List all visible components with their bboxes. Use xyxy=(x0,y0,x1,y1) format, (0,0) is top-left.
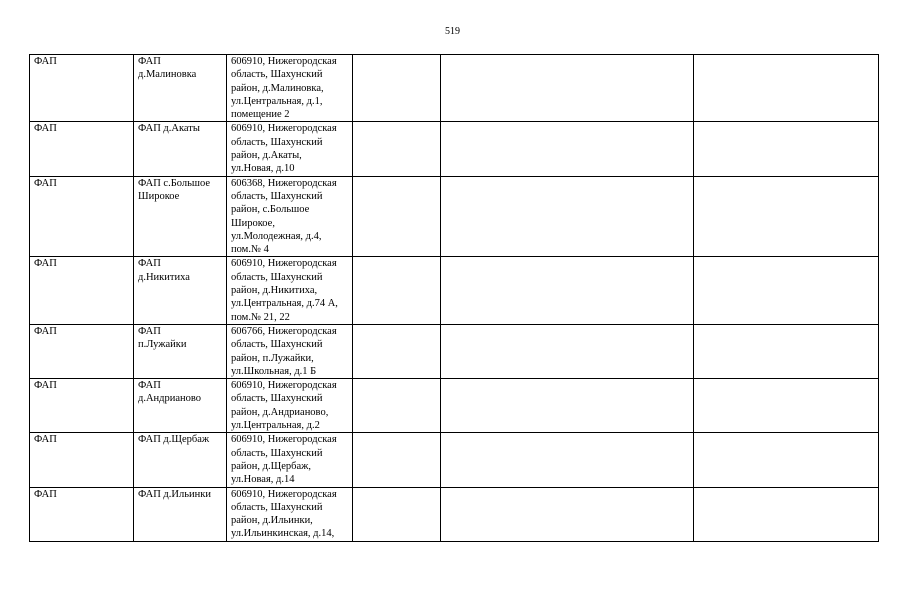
empty-cell-2 xyxy=(441,55,694,122)
empty-cell-2 xyxy=(441,176,694,257)
facility-name-line: д.Малиновка xyxy=(138,69,197,81)
empty-cell-1 xyxy=(353,324,441,378)
facility-address-line: область, Шахунский xyxy=(231,501,323,513)
facility-address-line: район, д.Ильинки, xyxy=(231,515,313,527)
facilities-table xyxy=(29,54,879,542)
facility-address-line: помещение 2 xyxy=(231,109,290,121)
table-row xyxy=(30,176,879,257)
facility-name-line: ФАП д.Акаты xyxy=(138,123,200,135)
empty-cell-3 xyxy=(694,487,879,541)
empty-cell-1 xyxy=(353,257,441,324)
facility-address-line: область, Шахунский xyxy=(231,393,323,405)
facility-address-cell xyxy=(227,324,353,378)
facility-address-line: ул.Школьная, д.1 Б xyxy=(231,365,317,377)
facility-address-line: 606910, Нижегородская xyxy=(231,380,337,392)
empty-cell-1 xyxy=(353,55,441,122)
facility-address-line: 606766, Нижегородская xyxy=(231,325,337,337)
facility-type-cell: ФАП xyxy=(30,122,134,176)
empty-cell-3 xyxy=(694,379,879,433)
facility-address-line: район, д.Никитиха, xyxy=(231,285,318,297)
facility-address-line: ул.Центральная, д.2 xyxy=(231,420,320,432)
facility-type-cell: ФАП xyxy=(30,379,134,433)
facility-name-line: д.Никитиха xyxy=(138,271,190,283)
facility-address-cell xyxy=(227,176,353,257)
facility-type-cell: ФАП xyxy=(30,433,134,487)
empty-cell-1 xyxy=(353,433,441,487)
facility-address-line: район, д.Щербаж, xyxy=(231,460,312,472)
facility-name-cell xyxy=(134,257,227,324)
facility-name-line: ФАП xyxy=(138,380,161,392)
facility-address-line: ул.Центральная, д.74 А, xyxy=(231,298,338,310)
empty-cell-2 xyxy=(441,324,694,378)
table-row xyxy=(30,122,879,176)
facility-address-cell xyxy=(227,257,353,324)
facility-address-line: ул.Центральная, д.1, xyxy=(231,95,323,107)
facility-name-cell xyxy=(134,487,227,541)
facility-name-line: Широкое xyxy=(138,190,180,202)
empty-cell-2 xyxy=(441,433,694,487)
empty-cell-3 xyxy=(694,257,879,324)
facility-address-line: район, д.Малиновка, xyxy=(231,82,324,94)
facility-type-cell: ФАП xyxy=(30,176,134,257)
facility-address-line: ул.Ильинкинская, д.14, xyxy=(231,528,335,540)
facility-address-line: область, Шахунский xyxy=(231,339,323,351)
facility-name-line: п.Лужайки xyxy=(138,339,187,351)
facility-address-line: 606910, Нижегородская xyxy=(231,56,337,67)
facility-name-line: ФАП xyxy=(138,258,161,270)
table-row xyxy=(30,433,879,487)
facility-name-line: ФАП с.Большое xyxy=(138,177,211,189)
facility-type-cell: ФАП xyxy=(30,55,134,122)
empty-cell-3 xyxy=(694,433,879,487)
page-number: 519 xyxy=(445,26,460,37)
facility-name-cell xyxy=(134,379,227,433)
table-row xyxy=(30,257,879,324)
facility-type-cell: ФАП xyxy=(30,324,134,378)
facility-address-line: область, Шахунский xyxy=(231,69,323,81)
facility-address-line: ул.Молодежная, д.4, xyxy=(231,230,322,242)
facility-address-line: 606910, Нижегородская xyxy=(231,434,337,446)
table-row xyxy=(30,487,879,541)
facility-address-cell xyxy=(227,122,353,176)
facility-address-line: 606368, Нижегородская xyxy=(231,177,337,189)
facility-address-line: район, п.Лужайки, xyxy=(231,352,314,364)
empty-cell-1 xyxy=(353,176,441,257)
empty-cell-3 xyxy=(694,324,879,378)
facility-address-cell xyxy=(227,433,353,487)
empty-cell-1 xyxy=(353,487,441,541)
facility-name-cell xyxy=(134,122,227,176)
facility-name-line: ФАП д.Щербаж xyxy=(138,434,210,446)
empty-cell-3 xyxy=(694,176,879,257)
facility-address-line: Широкое, xyxy=(231,217,275,229)
table-body xyxy=(30,55,879,542)
empty-cell-2 xyxy=(441,257,694,324)
table-row xyxy=(30,379,879,433)
table-row xyxy=(30,55,879,122)
facility-address-cell xyxy=(227,55,353,122)
facility-type-cell: ФАП xyxy=(30,257,134,324)
facility-address-line: район, с.Большое xyxy=(231,204,310,216)
facility-name-line: ФАП xyxy=(138,325,161,337)
facility-address-line: 606910, Нижегородская xyxy=(231,258,337,270)
facility-type-cell: ФАП xyxy=(30,487,134,541)
empty-cell-2 xyxy=(441,487,694,541)
facility-address-line: область, Шахунский xyxy=(231,190,323,202)
facility-address-line: пом.№ 21, 22 xyxy=(231,311,290,323)
facility-name-cell xyxy=(134,433,227,487)
facility-name-line: ФАП xyxy=(138,56,161,67)
empty-cell-2 xyxy=(441,379,694,433)
empty-cell-3 xyxy=(694,55,879,122)
facility-name-cell xyxy=(134,324,227,378)
facility-address-line: область, Шахунский xyxy=(231,447,323,459)
facility-name-line: ФАП д.Ильинки xyxy=(138,488,211,500)
facility-address-line: область, Шахунский xyxy=(231,271,323,283)
facility-address-line: район, д.Андрианово, xyxy=(231,406,329,418)
facility-address-line: 606910, Нижегородская xyxy=(231,123,337,135)
facility-address-line: пом.№ 4 xyxy=(231,244,269,256)
facility-address-line: ул.Новая, д.10 xyxy=(231,163,295,175)
empty-cell-2 xyxy=(441,122,694,176)
facility-name-cell xyxy=(134,176,227,257)
facility-name-line: д.Андрианово xyxy=(138,393,202,405)
facility-address-cell xyxy=(227,379,353,433)
table-row xyxy=(30,324,879,378)
facility-address-line: область, Шахунский xyxy=(231,136,323,148)
empty-cell-1 xyxy=(353,122,441,176)
facility-address-line: ул.Новая, д.14 xyxy=(231,474,295,486)
facility-address-line: район, д.Акаты, xyxy=(231,150,302,162)
empty-cell-1 xyxy=(353,379,441,433)
facility-address-cell xyxy=(227,487,353,541)
facility-address-line: 606910, Нижегородская xyxy=(231,488,337,500)
empty-cell-3 xyxy=(694,122,879,176)
facility-name-cell xyxy=(134,55,227,122)
